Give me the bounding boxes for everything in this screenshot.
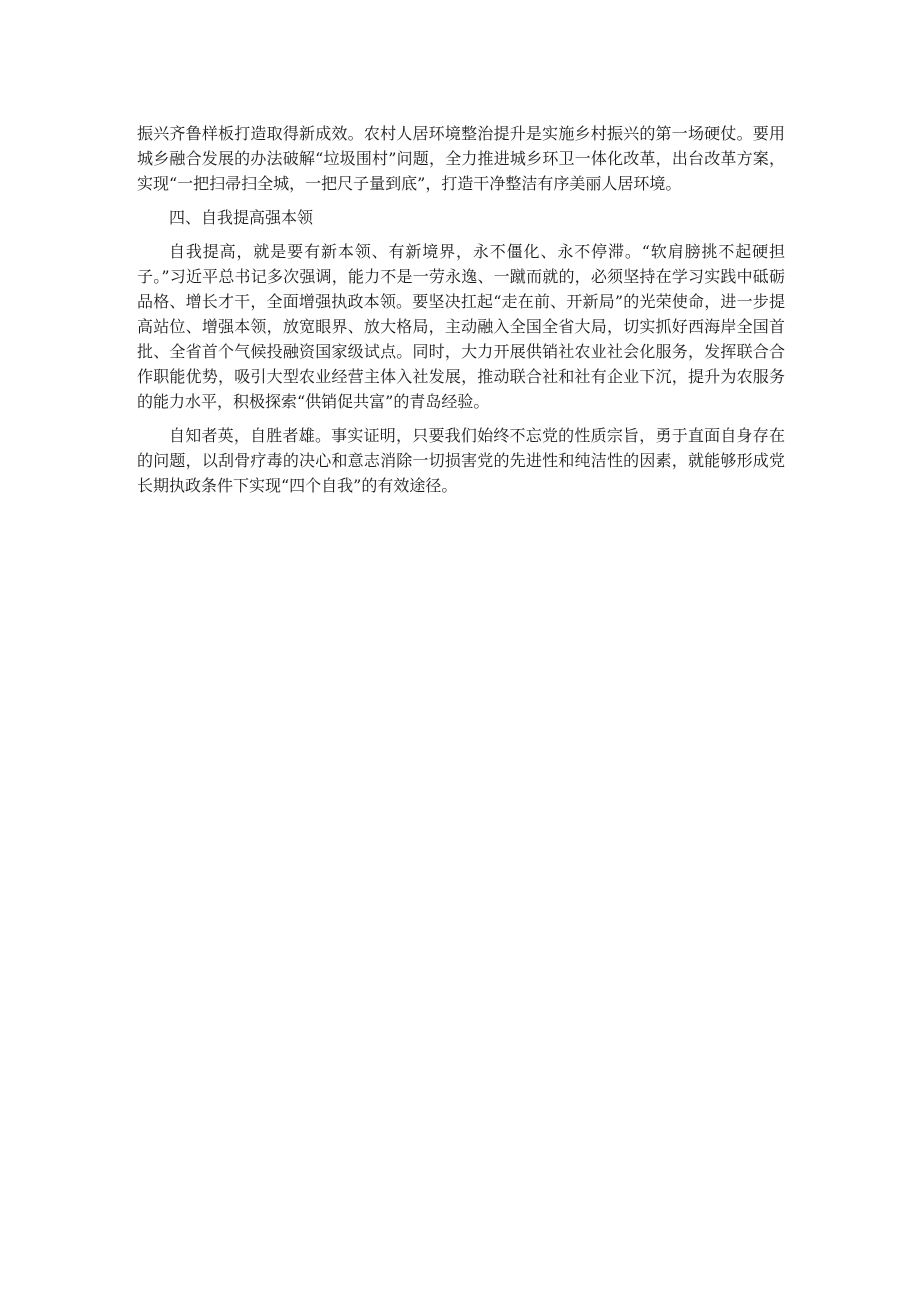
paragraph-rural-environment: 振兴齐鲁样板打造取得新成效。农村人居环境整治提升是实施乡村振兴的第一场硬仗。要用城乡融合发展的办法破解“垃圾围村”问题，全力推进城乡环卫一体化改革，出台改革方案，实现“一把扫帚扫全城，一把尺子量到底”，打造干净整洁有序美丽人居环境。 [137,124,785,193]
paragraph-self-improvement: 自我提高，就是要有新本领、有新境界，永不僵化、永不停滞。“软肩膀挑不起硬担子。”习近平总书记多次强调，能力不是一劳永逸、一蹴而就的，必须坚持在学习实践中砥砺品格、增长才干，全面增强执政本领。要坚决扛起“走在前、开新局”的光荣使命，进一步提高站位、增强本领，放宽眼界、放大格局，主动融入全国全省大局，切实抓好西海岸全国首批、全省首个气候投融资国家级试点。同时，大力开展供销社农业社会化服务，发挥联合合作职能优势，吸引大型农业经营主体入社发展，推动联合社和社有企业下沉，提升为农服务的能力水平，积极探索“供销促共富”的青岛经验。 [137,242,785,411]
paragraph-conclusion: 自知者英，自胜者雄。事实证明，只要我们始终不忘党的性质宗旨，勇于直面自身存在的问题，以刮骨疗毒的决心和意志消除一切损害党的先进性和纯洁性的因素，就能够形成党长期执政条件下实现“四个自我”的有效途径。 [137,426,785,495]
section-heading: 四、自我提高强本领 [169,208,314,227]
document-body [137,121,785,498]
